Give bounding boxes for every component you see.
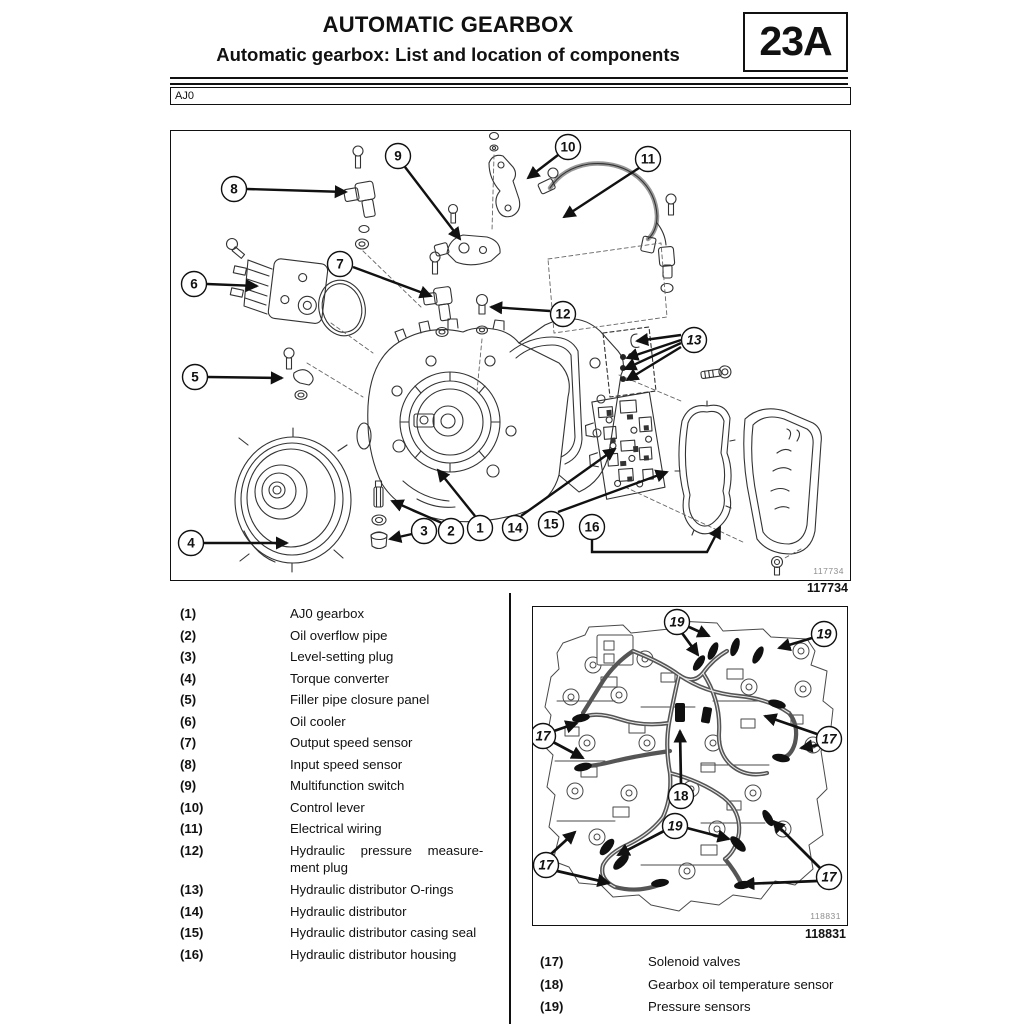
part-number: (3) bbox=[180, 649, 197, 664]
part-label: Hydraulic distributor bbox=[290, 903, 407, 919]
figure-ref-inner: 118831 bbox=[810, 911, 841, 921]
callout-17 bbox=[817, 865, 842, 890]
part-row bbox=[180, 797, 505, 819]
callout-arrow bbox=[392, 501, 442, 523]
page-title: AUTOMATIC GEARBOX bbox=[322, 12, 574, 37]
part-label: Level-setting plug bbox=[290, 649, 394, 664]
part-row bbox=[180, 840, 505, 880]
callout-arrow bbox=[682, 633, 698, 655]
part-number: (5) bbox=[180, 692, 197, 707]
part-label: Multifunction switch bbox=[290, 778, 405, 793]
svg-text:19: 19 bbox=[667, 818, 683, 834]
part-number: (19) bbox=[540, 999, 564, 1014]
parts-list-secondary bbox=[540, 951, 845, 1019]
part-label: Hydraulic distributor housing bbox=[290, 946, 457, 962]
part-label: Hydraulic distributor casing seal bbox=[290, 925, 477, 940]
svg-text:18: 18 bbox=[673, 788, 689, 804]
svg-text:16: 16 bbox=[584, 519, 600, 535]
part-row bbox=[180, 668, 505, 690]
parts-list bbox=[180, 603, 505, 965]
part-number: (15) bbox=[180, 925, 204, 940]
part-row bbox=[180, 625, 505, 647]
part-number: (11) bbox=[180, 821, 203, 836]
svg-text:15: 15 bbox=[543, 516, 559, 532]
distributor-housing-drawing bbox=[744, 409, 822, 554]
callout-10 bbox=[556, 135, 581, 160]
callout-17 bbox=[817, 727, 842, 752]
part-row bbox=[180, 732, 505, 754]
part-label: Input speed sensor bbox=[290, 756, 403, 772]
part-row bbox=[540, 951, 845, 974]
svg-text:13: 13 bbox=[686, 332, 702, 348]
connector-drawing bbox=[597, 635, 633, 665]
figure-ref: 118831 bbox=[804, 927, 846, 941]
callout-arrow bbox=[528, 155, 558, 178]
svg-text:12: 12 bbox=[555, 306, 571, 322]
svg-text:8: 8 bbox=[230, 181, 238, 197]
figure-gearbox-exploded bbox=[170, 130, 851, 581]
svg-text:2: 2 bbox=[447, 523, 455, 539]
bolt-drawing-top bbox=[700, 365, 731, 381]
svg-text:1: 1 bbox=[476, 520, 484, 536]
part-row bbox=[540, 974, 845, 997]
callout-arrow bbox=[208, 377, 282, 378]
part-label: Control lever bbox=[290, 799, 365, 815]
callout-6 bbox=[182, 272, 207, 297]
part-number: (9) bbox=[180, 778, 197, 793]
part-row bbox=[540, 996, 845, 1019]
svg-text:11: 11 bbox=[640, 151, 656, 167]
svg-text:14: 14 bbox=[507, 520, 523, 536]
callout-13 bbox=[682, 328, 707, 353]
filler-panel-drawing bbox=[284, 348, 313, 400]
callout-arrow bbox=[592, 527, 720, 552]
part-label: Hydraulic distributor O-rings bbox=[290, 882, 454, 897]
hydraulic-distributor-drawing bbox=[583, 391, 665, 500]
callout-arrow bbox=[637, 335, 681, 341]
callout-19 bbox=[665, 610, 690, 635]
callout-16 bbox=[580, 515, 605, 540]
part-number: (6) bbox=[180, 713, 197, 729]
model-code-box: AJ0 bbox=[170, 87, 851, 105]
callout-19 bbox=[812, 622, 837, 647]
svg-text:10: 10 bbox=[560, 139, 576, 155]
construction-lines bbox=[307, 155, 801, 559]
part-label: Gearbox oil temperature sensor bbox=[648, 976, 834, 992]
callout-7 bbox=[328, 252, 353, 277]
svg-text:5: 5 bbox=[191, 369, 199, 385]
callout-14 bbox=[503, 516, 528, 541]
svg-text:19: 19 bbox=[669, 614, 685, 630]
svg-text:3: 3 bbox=[420, 523, 428, 539]
wiring-drawing bbox=[538, 164, 676, 293]
callout-12 bbox=[551, 302, 576, 327]
distributor-detail-drawing bbox=[533, 607, 847, 925]
callout-15 bbox=[539, 512, 564, 537]
section-code-box: 23A bbox=[743, 12, 848, 72]
page-subtitle: Automatic gearbox: List and location of components bbox=[216, 44, 680, 65]
o-rings-drawing bbox=[603, 327, 656, 397]
figure-distributor-detail bbox=[532, 606, 848, 926]
part-label: Oil overflow pipe bbox=[290, 627, 388, 643]
callout-17 bbox=[533, 724, 556, 749]
svg-text:4: 4 bbox=[187, 535, 195, 551]
part-number: (18) bbox=[540, 976, 564, 992]
callout-arrow bbox=[689, 627, 709, 636]
part-row bbox=[180, 879, 505, 901]
column-divider bbox=[509, 593, 511, 1024]
callout-9 bbox=[386, 144, 411, 169]
bolt-drawing-bottom bbox=[772, 557, 783, 576]
callout-arrow bbox=[801, 745, 818, 748]
part-number: (2) bbox=[180, 627, 197, 643]
callout-arrow bbox=[618, 831, 664, 855]
callout-8 bbox=[222, 177, 247, 202]
callout-arrow bbox=[521, 449, 615, 516]
part-row bbox=[180, 689, 505, 711]
part-label: Hydraulic pressure measure- ment plug bbox=[290, 842, 484, 875]
callout-arrow bbox=[438, 470, 475, 516]
part-number: (14) bbox=[180, 903, 204, 919]
callout-arrow bbox=[687, 828, 729, 839]
svg-text:9: 9 bbox=[394, 148, 402, 164]
gearbox-housing-drawing bbox=[357, 319, 623, 522]
gearbox-exploded-drawing bbox=[171, 131, 850, 580]
callout-4 bbox=[179, 531, 204, 556]
part-label: Electrical wiring bbox=[290, 821, 382, 836]
part-row bbox=[180, 775, 505, 797]
callout-arrow bbox=[680, 731, 681, 784]
part-number: (16) bbox=[180, 946, 204, 962]
callout-arrow bbox=[247, 189, 346, 192]
svg-text:17: 17 bbox=[535, 728, 551, 744]
part-row bbox=[180, 603, 505, 625]
part-row bbox=[180, 646, 505, 668]
callout-1 bbox=[468, 516, 493, 541]
callout-5 bbox=[183, 365, 208, 390]
part-label: AJ0 gearbox bbox=[290, 606, 365, 621]
figure-ref-inner: 117734 bbox=[813, 566, 844, 576]
part-label: Oil cooler bbox=[290, 713, 346, 729]
part-number: (1) bbox=[180, 606, 197, 621]
drain-parts-drawing bbox=[371, 481, 387, 549]
part-number: (4) bbox=[180, 670, 197, 686]
part-number: (8) bbox=[180, 756, 197, 772]
part-row bbox=[180, 711, 505, 733]
svg-text:6: 6 bbox=[190, 276, 198, 292]
part-number: (12) bbox=[180, 842, 204, 858]
callout-arrow bbox=[551, 832, 575, 854]
torque-converter-drawing bbox=[235, 428, 351, 572]
part-label: Torque converter bbox=[290, 670, 389, 686]
callout-2 bbox=[439, 519, 464, 544]
callout-18 bbox=[669, 784, 694, 809]
part-number: (13) bbox=[180, 882, 204, 897]
part-row bbox=[180, 944, 505, 966]
callout-3 bbox=[412, 519, 437, 544]
callout-arrow bbox=[743, 881, 817, 884]
callout-arrow bbox=[207, 284, 257, 286]
part-label: Filler pipe closure panel bbox=[290, 692, 430, 707]
callout-arrow bbox=[353, 267, 431, 296]
part-label: Solenoid valves bbox=[648, 954, 741, 969]
part-number: (10) bbox=[180, 799, 204, 815]
control-lever-drawing bbox=[489, 133, 520, 217]
input-speed-sensor-drawing bbox=[343, 146, 379, 249]
callout-arrow bbox=[405, 167, 460, 239]
callout-arrow bbox=[564, 168, 639, 217]
figure-ref: 117734 bbox=[806, 581, 848, 595]
part-row bbox=[180, 922, 505, 944]
part-label: Output speed sensor bbox=[290, 735, 413, 750]
callout-arrow bbox=[390, 534, 412, 539]
svg-text:17: 17 bbox=[538, 857, 554, 873]
callout-19 bbox=[663, 814, 688, 839]
part-label: Pressure sensors bbox=[648, 999, 751, 1014]
multifunction-switch-drawing bbox=[434, 205, 500, 265]
part-number: (7) bbox=[180, 735, 197, 750]
oil-cooler-drawing bbox=[227, 239, 372, 341]
callout-17 bbox=[534, 853, 559, 878]
svg-text:19: 19 bbox=[816, 626, 832, 642]
callout-11 bbox=[636, 147, 661, 172]
part-row bbox=[180, 901, 505, 923]
callout-arrow bbox=[491, 307, 550, 311]
svg-text:17: 17 bbox=[821, 869, 837, 885]
header-rule bbox=[170, 77, 848, 85]
part-row bbox=[180, 754, 505, 776]
callout-arrow bbox=[773, 821, 821, 869]
svg-text:17: 17 bbox=[821, 731, 837, 747]
callout-arrow bbox=[553, 742, 583, 758]
part-number: (17) bbox=[540, 954, 564, 969]
svg-text:7: 7 bbox=[336, 256, 344, 272]
part-row bbox=[180, 818, 505, 840]
